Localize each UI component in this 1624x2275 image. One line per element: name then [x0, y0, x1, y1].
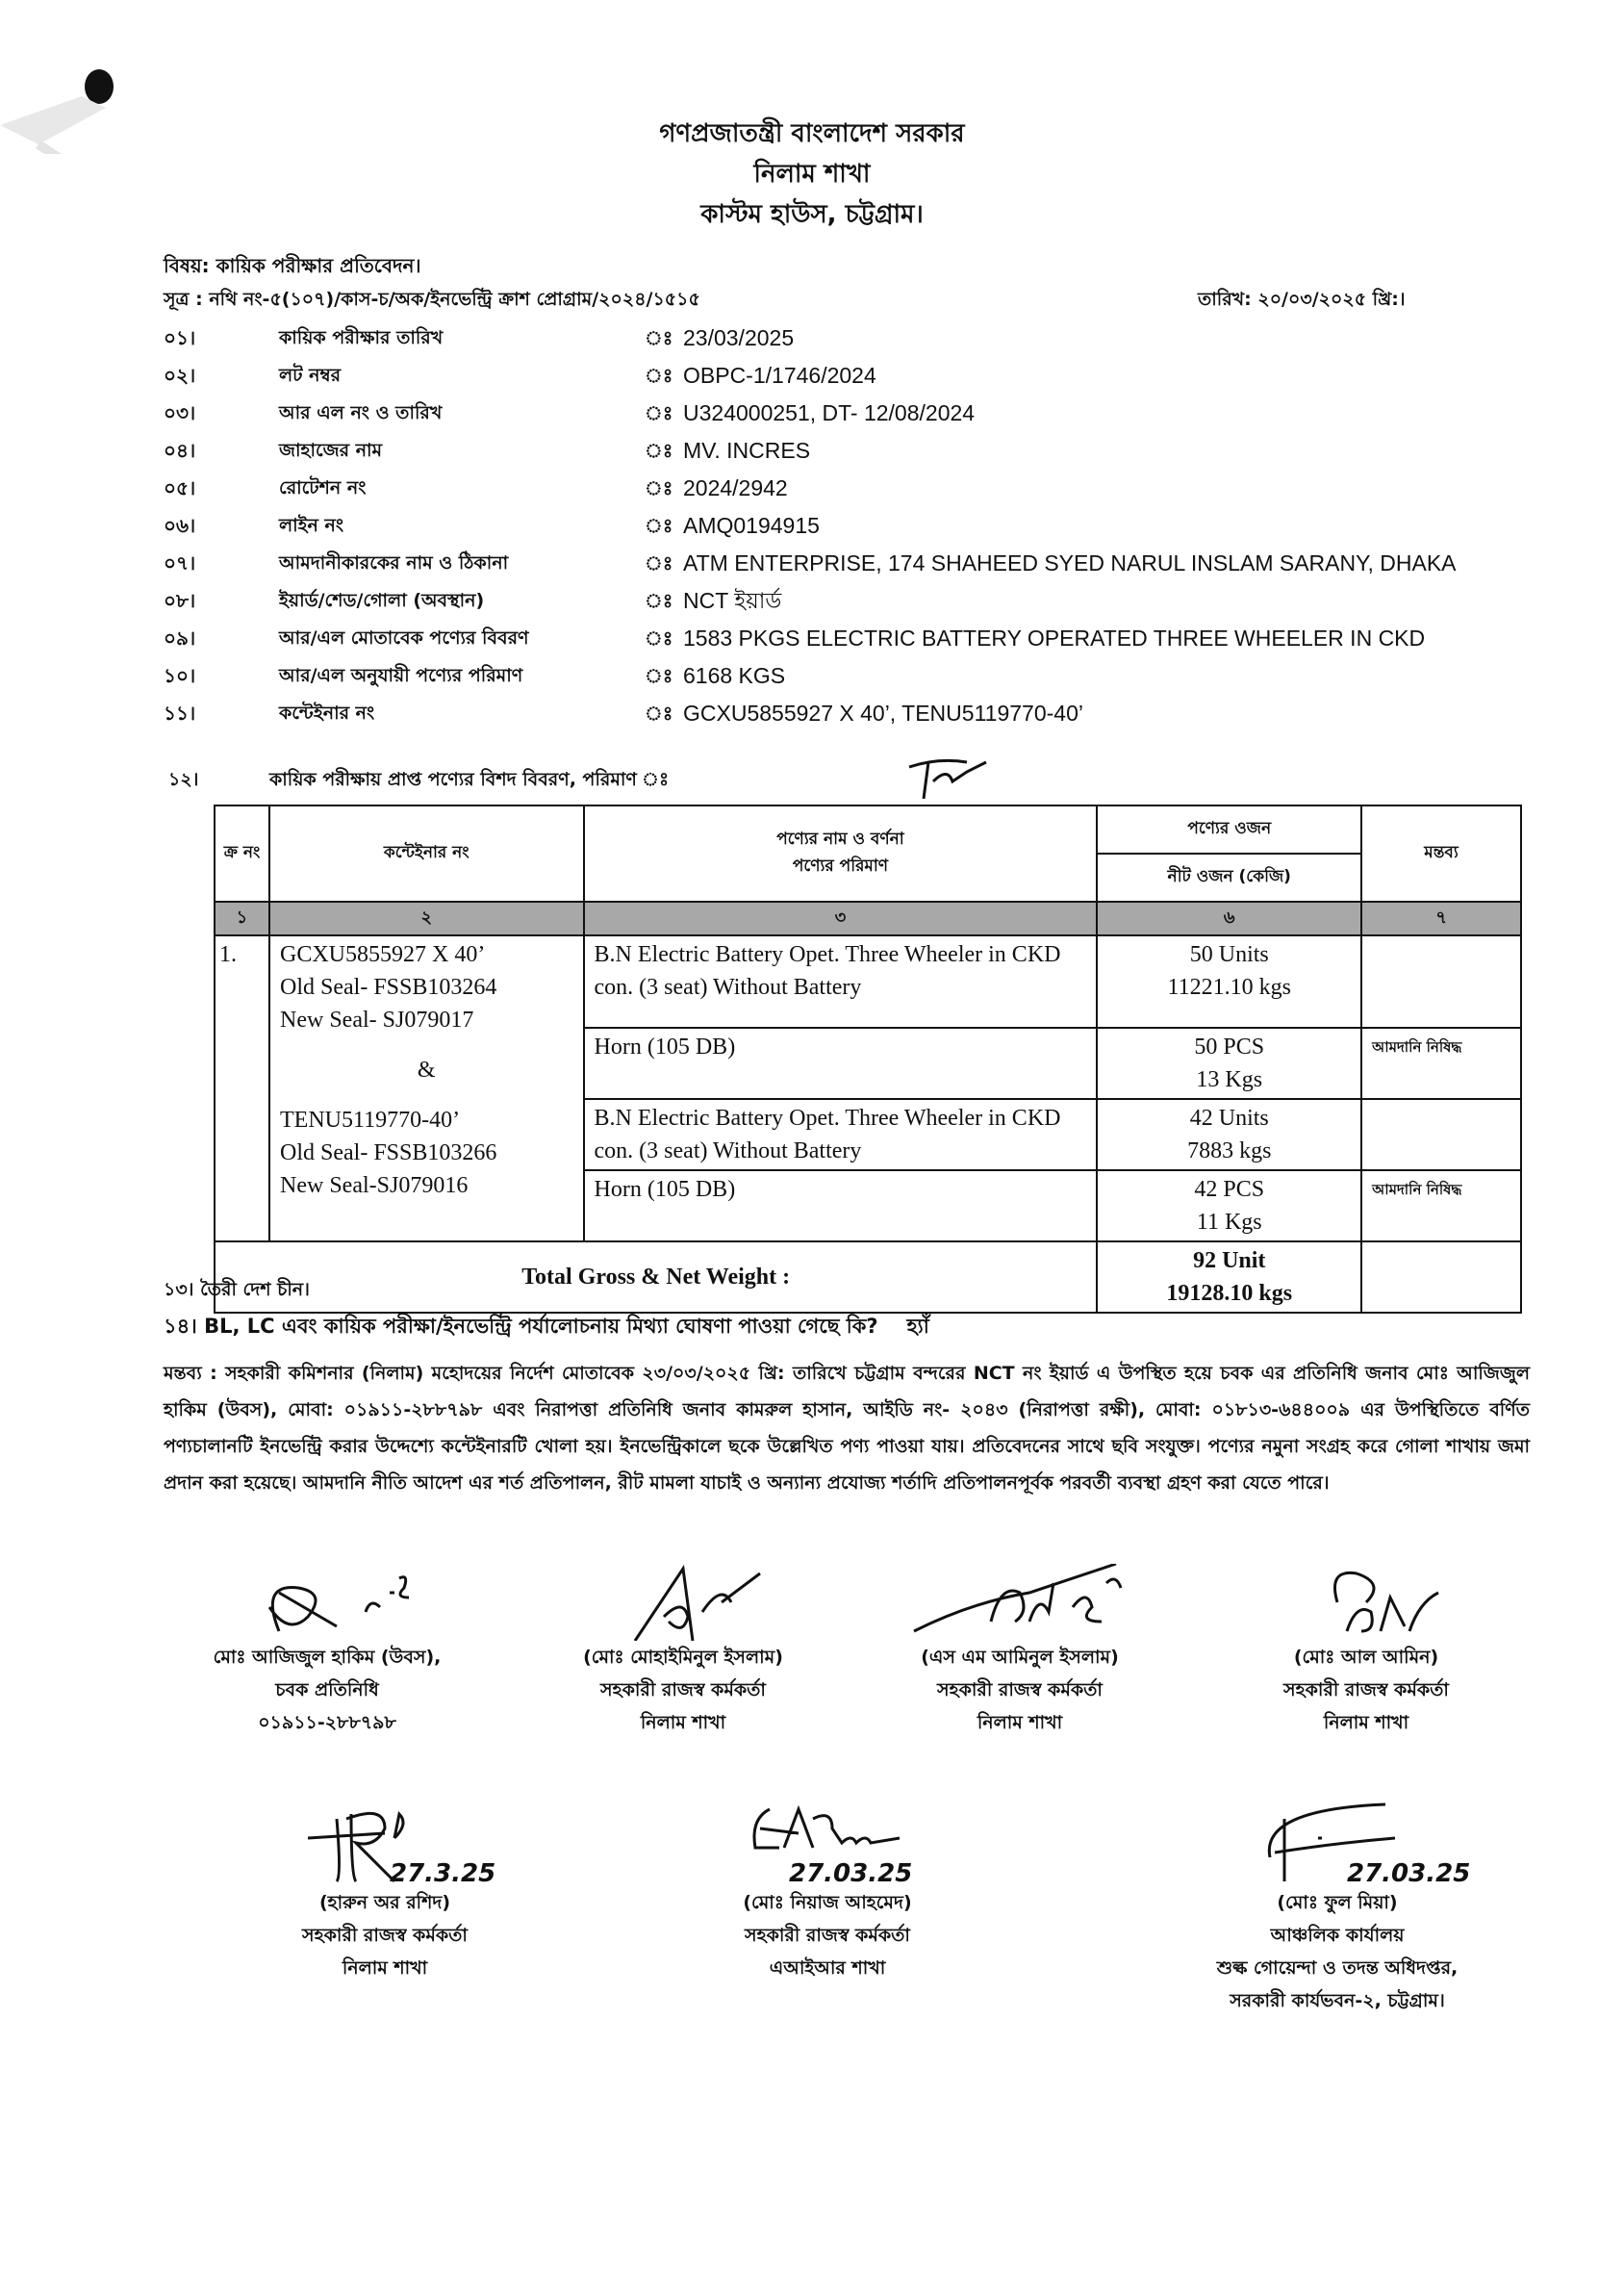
answer-text: হ্যাঁ	[906, 1315, 929, 1338]
item-label: রোটেশন নং	[279, 477, 367, 498]
info-item	[164, 432, 1530, 470]
container-line: New Seal-SJ079016	[280, 1173, 469, 1198]
item-value: NCT ইয়ার্ড	[683, 588, 782, 613]
signatory-name: (এস এম আমিনুল ইসলাম)	[921, 1647, 1119, 1668]
table-row	[215, 935, 1521, 1028]
item-label: লট নম্বর	[279, 365, 342, 386]
office-title: কাস্টম হাউস, চট্টগ্রাম।	[700, 200, 924, 229]
container-line: TENU5119770-40’	[280, 1108, 461, 1133]
item-colon: ঃ	[645, 364, 673, 387]
header-goods-title: পণ্যের নাম ও বর্ণনা	[776, 830, 904, 849]
item-number: ০৫।	[164, 476, 196, 499]
total-row	[215, 1241, 1521, 1313]
signatory-designation: সহকারী রাজস্ব কর্মকর্তা	[1283, 1679, 1449, 1700]
item-value: ATM ENTERPRISE, 174 SHAHEED SYED NARUL INSLAM SARANY, DHAKA	[683, 550, 1457, 575]
signatory-designation: সহকারী রাজস্ব কর্মকর্তা	[302, 1925, 468, 1946]
container-line: Old Seal- FSSB103264	[280, 975, 497, 1000]
item-value: 2024/2942	[683, 475, 788, 500]
signatory-name: মোঃ আজিজুল হাকিম (উবস),	[213, 1647, 442, 1668]
total-remarks-cell	[1361, 1241, 1521, 1313]
signatory-branch: নিলাম শাখা	[977, 1712, 1063, 1733]
total-quantity: 92 Unit	[1193, 1248, 1266, 1273]
item-value: MV. INCRES	[683, 438, 811, 463]
item-number: ১১।	[164, 702, 196, 725]
header-net-weight: নীট ওজন (কেজি)	[1097, 854, 1361, 902]
item-value: U324000251, DT- 12/08/2024	[683, 400, 976, 425]
container-cell	[269, 935, 584, 1241]
handwritten-signature	[702, 1800, 952, 1886]
item-number: ০৯।	[164, 626, 196, 650]
signatory-branch: এআইআর শাখা	[769, 1957, 886, 1979]
column-number: ১	[215, 902, 269, 935]
item-colon: ঃ	[645, 589, 673, 612]
signatory-branch: নিলাম শাখা	[1323, 1712, 1409, 1733]
item-number: ১০।	[164, 664, 196, 687]
weight-cell	[1097, 1028, 1361, 1099]
department-title: নিলাম শাখা	[753, 160, 871, 189]
item-label: আর/এল অনুযায়ী পণ্যের পরিমাণ	[279, 665, 523, 686]
goods-cell: Horn (105 DB)	[584, 1028, 1098, 1099]
document-header	[0, 114, 1624, 235]
item-12-heading	[168, 766, 669, 797]
signatory-name: (মোঃ মোহাইমিনুল ইসলাম)	[583, 1647, 783, 1668]
signatory-designation: সহকারী রাজস্ব কর্মকর্তা	[745, 1925, 910, 1946]
signatory-department: শুল্ক গোয়েন্দা ও তদন্ত অধিদপ্তর,	[1216, 1957, 1459, 1979]
item-colon: ঃ	[645, 551, 673, 575]
handwritten-signature	[577, 1564, 789, 1641]
goods-cell: B.N Electric Battery Opet. Three Wheeler in CKD con. (3 seat) Without Battery	[584, 935, 1098, 1028]
column-number: ৬	[1097, 902, 1361, 935]
item-number: ১২।	[168, 769, 199, 790]
net-weight: 11221.10 kgs	[1167, 975, 1291, 1000]
item-value: GCXU5855927 X 40’, TENU5119770-40’	[683, 701, 1083, 726]
item-colon: ঃ	[645, 401, 673, 424]
reference-line: সূত্র : নথি নং-৫(১০৭)/কাস-চ/অক/ইনভেন্ট্রি ক্রাশ প্রোগ্রাম/২০২৪/১৫১৫	[164, 289, 700, 310]
signature-block	[664, 1800, 991, 1984]
goods-cell: B.N Electric Battery Opet. Three Wheeler in CKD con. (3 seat) Without Battery	[584, 1099, 1098, 1170]
signatory-role: চবক প্রতিনিধি	[275, 1679, 379, 1700]
item-colon: ঃ	[645, 514, 673, 537]
item-number: ০১।	[164, 326, 196, 349]
info-item	[164, 395, 1530, 432]
net-weight: 11 Kgs	[1196, 1210, 1262, 1235]
svg-text:27.3.25: 27.3.25	[390, 1859, 496, 1886]
signature-block	[164, 1564, 491, 1739]
item-colon: ঃ	[645, 326, 673, 349]
total-label: Total Gross & Net Weight :	[215, 1241, 1097, 1313]
item-number: ০৪।	[164, 439, 196, 462]
signature-block	[856, 1564, 1183, 1739]
signatory-designation: সহকারী রাজস্ব কর্মকর্তা	[600, 1679, 766, 1700]
weight-cell	[1097, 1170, 1361, 1241]
quantity: 50 PCS	[1194, 1035, 1265, 1060]
net-weight: 7883 kgs	[1187, 1138, 1272, 1163]
handwritten-signature	[221, 1564, 433, 1641]
subject-line: বিষয়: কায়িক পরীক্ষার প্রতিবেদন।	[164, 254, 421, 277]
inspection-table	[214, 805, 1522, 1314]
signatory-name: (মোঃ আল আমিন)	[1293, 1647, 1439, 1668]
serial-cell: 1.	[215, 935, 269, 1241]
goods-cell: Horn (105 DB)	[584, 1170, 1098, 1241]
item-label: আর এল নং ও তারিখ	[279, 402, 443, 423]
info-item	[164, 357, 1530, 395]
signatory-name: (মোঃ ফুল মিয়া)	[1277, 1892, 1398, 1913]
item-number: ০২।	[164, 364, 196, 387]
signature-block	[1203, 1564, 1530, 1739]
item-label: জাহাজের নাম	[279, 440, 383, 461]
handwritten-initial	[900, 753, 1005, 801]
item-label: কন্টেইনার নং	[279, 703, 375, 724]
weight-cell	[1097, 1099, 1361, 1170]
container-line: &	[417, 1058, 436, 1083]
info-item	[164, 620, 1530, 657]
column-number-row	[215, 902, 1521, 935]
container-line: GCXU5855927 X 40’	[280, 942, 486, 967]
handwritten-signature	[260, 1800, 510, 1886]
signatory-phone: ০১৯১১-২৮৮৭৯৮	[258, 1712, 396, 1733]
signatory-branch: নিলাম শাখা	[640, 1712, 726, 1733]
info-item	[164, 657, 1530, 695]
signatory-name: (হারুন অর রশিদ)	[318, 1892, 451, 1913]
info-item	[164, 507, 1530, 545]
header-container: কন্টেইনার নং	[269, 805, 584, 902]
item-label: আর/এল মোতাবেক পণ্যের বিবরণ	[279, 627, 529, 649]
container-line: New Seal- SJ079017	[280, 1008, 474, 1033]
signature-block	[221, 1800, 548, 1984]
total-weight-cell	[1097, 1241, 1361, 1313]
info-item	[164, 545, 1530, 582]
item-colon: ঃ	[645, 439, 673, 462]
item-label: কায়িক পরীক্ষার তারিখ	[279, 327, 444, 348]
item-colon: ঃ	[645, 626, 673, 650]
item-value: OBPC-1/1746/2024	[683, 363, 876, 388]
header-weight: পণ্যের ওজন	[1097, 805, 1361, 854]
quantity: 42 PCS	[1194, 1177, 1265, 1202]
table-header-row	[215, 805, 1521, 854]
signatory-branch: নিলাম শাখা	[342, 1957, 428, 1979]
header-goods	[584, 805, 1098, 902]
item-value: 23/03/2025	[683, 325, 795, 350]
signatory-office: আঞ্চলিক কার্যালয়	[1270, 1925, 1405, 1946]
item-label: লাইন নং	[279, 515, 344, 536]
item-colon: ঃ	[645, 702, 673, 725]
info-item	[164, 470, 1530, 507]
item-label: কায়িক পরীক্ষায় প্রাপ্ত পণ্যের বিশদ বিবরণ, পরিমাণ ঃ	[269, 769, 670, 790]
quantity: 50 Units	[1189, 942, 1269, 967]
info-item	[164, 320, 1530, 357]
signature-block	[520, 1564, 847, 1739]
document-date: তারিখ: ২০/০৩/২০২৫ খ্রি:।	[1198, 289, 1406, 310]
info-item	[164, 582, 1530, 620]
remarks-cell: আমদানি নিষিদ্ধ	[1361, 1170, 1521, 1241]
item-number: ০৮।	[164, 589, 196, 612]
container-line: Old Seal- FSSB103266	[280, 1140, 497, 1165]
svg-text:27.03.25: 27.03.25	[1347, 1859, 1471, 1886]
svg-text:27.03.25: 27.03.25	[789, 1859, 913, 1886]
item-label: ইয়ার্ড/শেড/গোলা (অবস্থান)	[279, 590, 485, 611]
origin-country: ১৩। তৈরী দেশ চীন।	[164, 1279, 310, 1300]
header-goods-subtitle: পণ্যের পরিমাণ	[792, 856, 889, 876]
item-number: ০৩।	[164, 401, 196, 424]
remarks-cell	[1361, 935, 1521, 1028]
signatory-address: সরকারী কার্যভবন-২, চট্টগ্রাম।	[1230, 1990, 1445, 2011]
handwritten-signature	[1260, 1564, 1472, 1641]
handwritten-signature	[1203, 1800, 1472, 1886]
quantity: 42 Units	[1189, 1106, 1269, 1131]
column-number: ৩	[584, 902, 1098, 935]
header-remarks: মন্তব্য	[1361, 805, 1521, 902]
remarks-cell	[1361, 1099, 1521, 1170]
item-value: AMQ0194915	[683, 513, 820, 538]
column-number: ২	[269, 902, 584, 935]
signatory-name: (মোঃ নিয়াজ আহমেদ)	[743, 1892, 912, 1913]
header-serial: ক্র নং	[215, 805, 269, 902]
weight-cell	[1097, 935, 1361, 1028]
net-weight: 13 Kgs	[1196, 1067, 1263, 1092]
item-number: ০৭।	[164, 551, 196, 575]
false-declaration-question	[164, 1311, 929, 1344]
remarks-paragraph: মন্তব্য : সহকারী কমিশনার (নিলাম) মহোদয়ের নির্দেশ মোতাবেক ২৩/০৩/২০২৫ খ্রি: তারিখে চট্টগ্রাম বন্দরের NCT নং ইয়ার্ড এ উপস্থিত হয়ে চবক এর প্রতিনিধি জনাব মোঃ আজিজুল হাকিম (উবস), মোবা: ০১৯১১-২৮৮৭৯৮ এবং নিরাপত্তা প্রতিনিধি জনাব কামরুল হাসান, আইডি নং- ২০৪৩ (নিরাপত্তা রক্ষী), মোবা: ০১৮১৩-৬৪৪০০৯ এর উপস্থিতিতে বর্ণিত পণ্যচালানটি ইনভেন্ট্রি করার উদ্দেশ্যে কন্টেইনারটি খোলা হয়। ইনভেন্ট্রিকালে ছকে উল্লেখিত পণ্য পাওয়া যায়। প্রতিবেদনের সাথে ছবি সংযুক্ত। পণ্যের নমুনা সংগ্রহ করে গোলা শাখায় জমা প্রদান করা হয়েছে। আমদানি নীতি আদেশ এর শর্ত প্রতিপালন, রীট মামলা যাচাই ও অন্যান্য প্রযোজ্য শর্তাদি প্রতিপালনপূর্বক পরবর্তী ব্যবস্থা গ্রহণ করা যেতে পারে।	[164, 1363, 1530, 1494]
item-colon: ঃ	[645, 476, 673, 499]
total-weight: 19128.10 kgs	[1166, 1281, 1293, 1306]
handwritten-signature	[895, 1564, 1145, 1641]
signature-block	[1135, 1800, 1539, 2017]
question-text: ১৪। BL, LC এবং কায়িক পরীক্ষা/ইনভেন্ট্রি পর্যালোচনায় মিথ্যা ঘোষণা পাওয়া গেছে কি?	[164, 1315, 878, 1338]
info-list	[164, 320, 1530, 732]
column-number: ৭	[1361, 902, 1521, 935]
remarks-cell: আমদানি নিষিদ্ধ	[1361, 1028, 1521, 1099]
item-value: 1583 PKGS ELECTRIC BATTERY OPERATED THREE WHEELER IN CKD	[683, 626, 1426, 651]
info-item	[164, 695, 1530, 732]
signatory-designation: সহকারী রাজস্ব কর্মকর্তা	[937, 1679, 1103, 1700]
government-title: গণপ্রজাতন্ত্রী বাংলাদেশ সরকার	[659, 119, 965, 148]
item-value: 6168 KGS	[683, 663, 786, 688]
item-label: আমদানীকারকের নাম ও ঠিকানা	[279, 552, 509, 574]
item-colon: ঃ	[645, 664, 673, 687]
item-number: ০৬।	[164, 514, 196, 537]
